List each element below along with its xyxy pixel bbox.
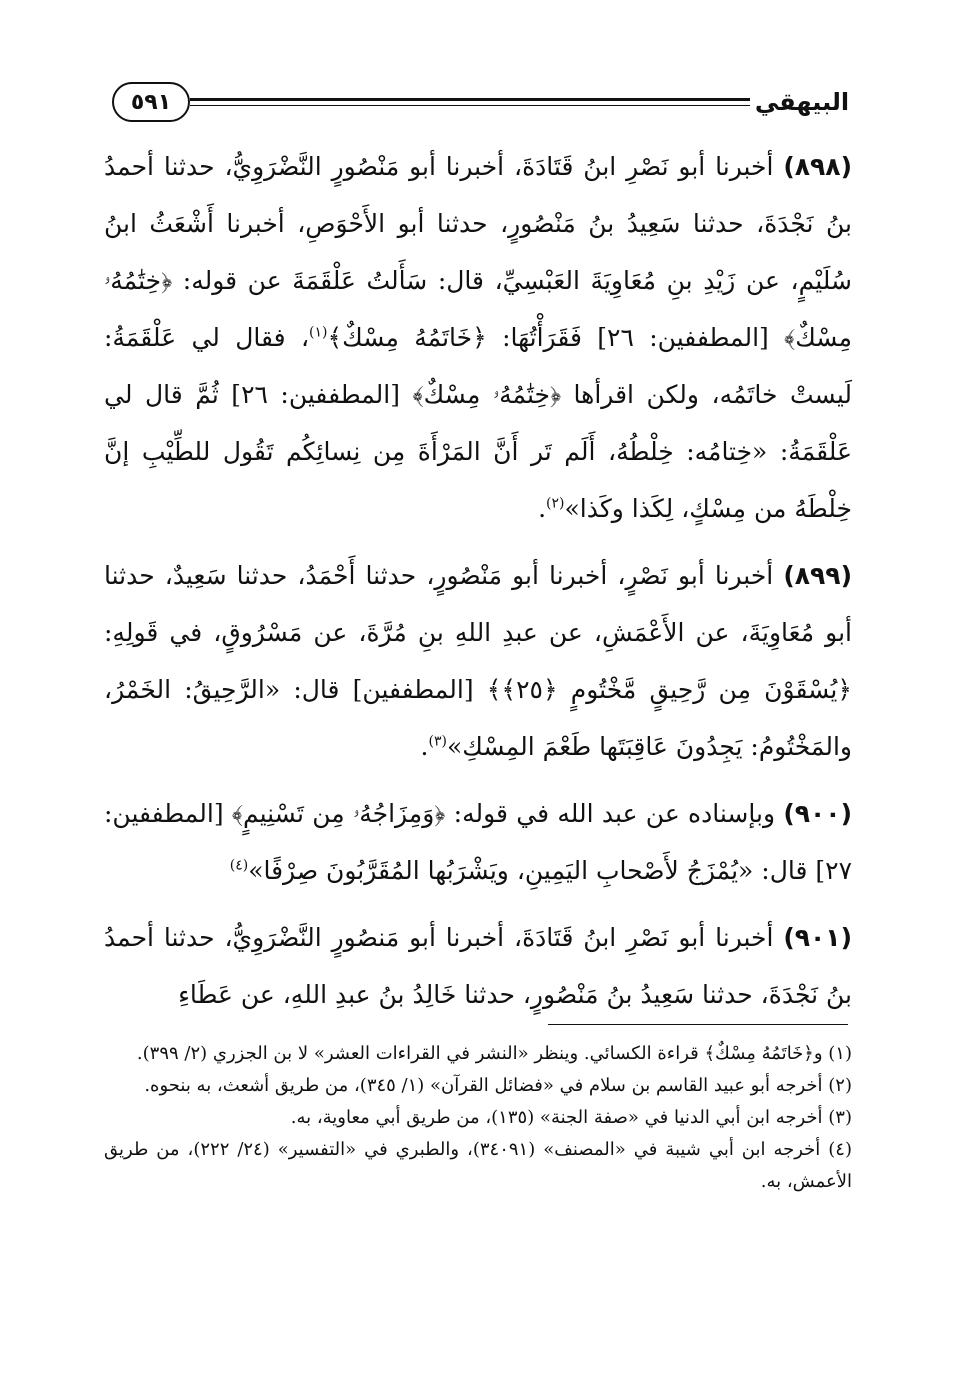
hadith-text: وبإسناده عن عبد الله في قوله: ﴿وَمِزَاجُهُۥ مِن تَسْنِيمٍ﴾ [المطففين: ٢٧] قال: «يُمْزَجُ لأَصْحابِ اليَمِينِ، ويَشْرَبُها المُقَرَّبُونَ صِرْفًا» [104,799,852,885]
hadith-number: (٨٩٨) [783,152,852,181]
hadith-text: أخبرنا أبو نَصْرٍ، أخبرنا أبو مَنْصُورٍ، حدثنا أَحْمَدُ، حدثنا سَعِيدٌ، حدثنا أبو مُعَاوِيَةَ، عن الأَعْمَشِ، عن عبدِ اللهِ بنِ مُرَّةَ، عن مَسْرُوقٍ، في قَولِهِ: ﴿يُسْقَوْنَ مِن رَّحِيقٍ مَّخْتُومٍ ﴿٢٥﴾﴾ [المطففين] قال: «الرَّحِيقُ: الخَمْرُ، والمَخْتُومُ: يَجِدُونَ عَاقِبَتَها طَعْمَ المِسْكِ» [104,561,853,761]
footnote-ref: (٣) [428,733,447,750]
hadith-text: أخبرنا أبو نَصْرِ ابنُ قَتَادَةَ، أخبرنا أبو مَنْصُورٍ النَّضْرَوِيُّ، حدثنا أحمدُ بنُ نَجْدَةَ، حدثنا سَعِيدُ بنُ مَنْصُورٍ، حدثنا أبو الأَحْوَصِ، أخبرنا أَشْعَثُ ابنُ سُلَيْمٍ، عن زَيْدِ بنِ مُعَاوِيَةَ العَبْسِيِّ، قال: سَأَلتُ عَلْقَمَةَ عن قوله: ﴿خِتَٰمُهُۥ مِسْكٌ﴾ [المطففين: ٢٦] فَقَرَأْتُهَا: ﴿خَاتَمُهُ مِسْكٌ﴾ [104,152,852,352]
footnotes [104,1038,852,1198]
running-title: البيهقي [754,88,850,116]
footnote-3: (٣) أخرجه ابن أبي الدنيا في «صفة الجنة» (١٣٥)، من طريق أبي معاوية، به. [290,1107,852,1128]
hadith-899 [104,547,852,775]
footnote-1: (١) و﴿خَاتَمُهُ مِسْكٌ﴾ قراءة الكسائي. وينظر «النشر في القراءات العشر» لا بن الجزري (٢/ ٣٩٩). [136,1043,852,1064]
hadith-text: أخبرنا أبو نَصْرِ ابنُ قَتَادَةَ، أخبرنا أبو مَنصُورٍ النَّضْرَوِيُّ، حدثنا أحمدُ بنُ نَجْدَةَ، حدثنا سَعِيدُ بنُ مَنْصُورٍ، حدثنا خَالِدُ بنُ عبدِ اللهِ، عن عَطَاءِ [104,923,852,1009]
main-text [104,138,852,1023]
hadith-number: (٨٩٩) [783,561,852,590]
hadith-end: . [420,732,429,761]
hadith-901 [104,909,852,1023]
header-rule [190,98,750,106]
footnote-ref: (١) [309,324,328,341]
page-header [112,78,854,126]
footnote-separator [548,1024,848,1025]
hadith-number: (٩٠٠) [783,799,852,828]
hadith-898 [104,138,852,537]
footnote-ref: (٢) [546,495,565,512]
hadith-900 [104,785,852,899]
footnote-2: (٢) أخرجه أبو عبيد القاسم بن سلام في «فضائل القرآن» (١/ ٣٤٥)، من طريق أشعث، به بنحوه. [144,1075,852,1096]
page-number: ٥٩١ [112,82,190,122]
footnote-4: (٤) أخرجه ابن أبي شيبة في «المصنف» (٣٤٠٩١)، والطبري في «التفسير» (٢٤/ ٢٢٢)، من طريق الأعمش، به. [104,1139,852,1192]
hadith-end: . [538,494,547,523]
footnote-ref: (٤) [229,857,249,874]
hadith-number: (٩٠١) [783,923,852,952]
hadith-text: ، فقال لي عَلْقَمَةُ: لَيستْ خاتَمُه، ولكن اقرأها ﴿خِتَٰمُهُۥ مِسْكٌ﴾ [المطففين: ٢٦] ثُمَّ قال لي عَلْقَمَةُ: «خِتامُه: خِلْطُهُ، أَلَم تَر أَنَّ المَرْأَةَ مِن نِسائِكُم تَقُول للطِّيْبِ إنَّ خِلْطَهُ من مِسْكٍ، لِكَذا وكَذا» [104,323,852,523]
